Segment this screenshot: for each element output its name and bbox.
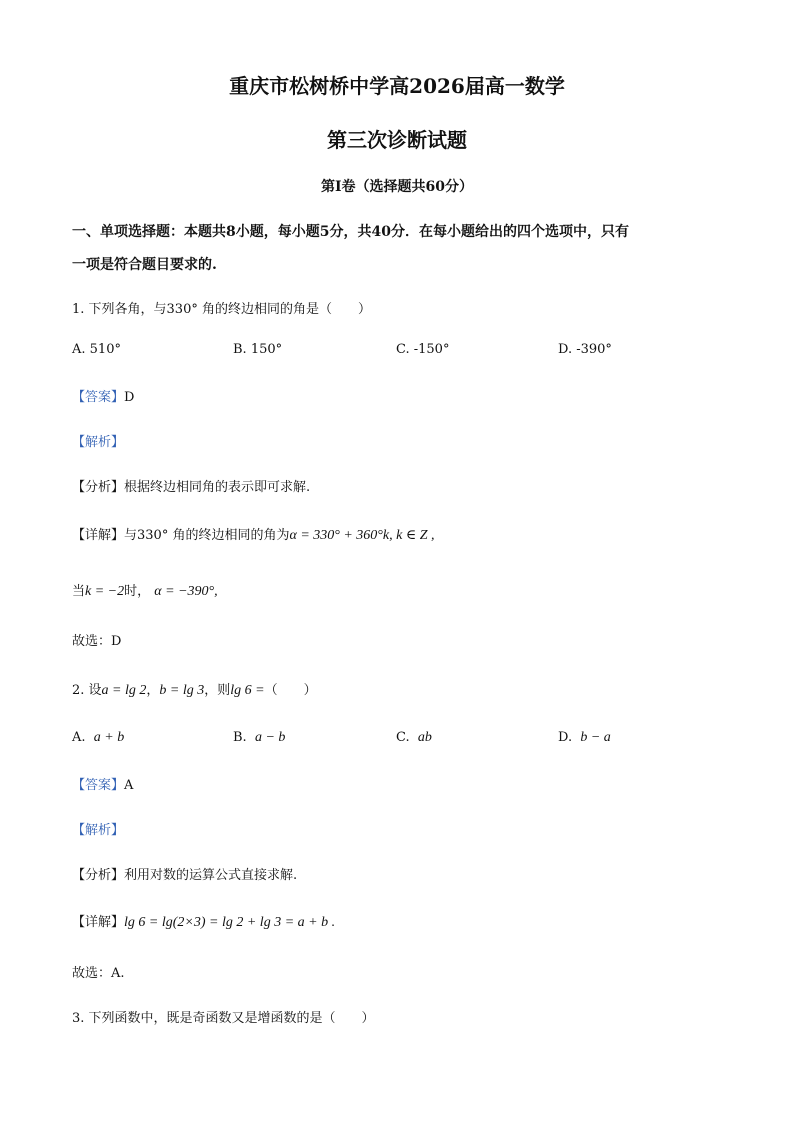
q2-option-a — [72, 730, 124, 746]
q2-stem-sep: ， — [146, 683, 160, 698]
option-letter: C. — [396, 730, 410, 745]
q2-option-c — [396, 730, 432, 746]
q1-answer-row — [72, 386, 134, 405]
q1-stem: 1. 下列各角，与330° 角的终边相同的角是（ ） — [72, 302, 371, 317]
q1-option-b: B. 150° — [233, 342, 283, 357]
q1-when-formula: k = −2 — [85, 584, 125, 599]
answer-tag: 【答案】 — [72, 390, 125, 405]
q3-stem: 3. 下列函数中，既是奇函数又是增函数的是（ ） — [72, 1011, 375, 1026]
q2-answer-row — [72, 774, 133, 793]
q2-stem-prefix: 2. 设 — [72, 683, 102, 698]
q1-when-text2: 时， — [124, 584, 151, 599]
option-letter: B. — [233, 730, 247, 745]
section-heading-line1: 一、单项选择题：本题共8小题，每小题5分，共40分．在每小题给出的四个选项中，只有 — [72, 224, 629, 240]
q2-detail-formula: lg 6 = lg(2×3) = lg 2 + lg 3 = a + b . — [124, 915, 336, 930]
q2-stem-suffix: （ ） — [264, 683, 317, 698]
option-letter: D. — [558, 730, 573, 745]
q2-option-b — [233, 730, 285, 746]
q1-when-row — [72, 580, 218, 600]
q1-conclusion: 故选：D — [72, 634, 122, 649]
q1-analysis-row — [72, 476, 310, 495]
q1-option-d: D. -390° — [558, 342, 612, 357]
q1-option-c: C. -150° — [396, 342, 450, 357]
q1-answer-value: D — [124, 390, 135, 405]
q2-detail-row — [72, 911, 335, 931]
option-formula: a − b — [254, 730, 286, 745]
q2-stem — [72, 679, 317, 699]
q1-result-formula: α = −390°, — [154, 584, 218, 599]
q1-analysis-text: 根据终边相同角的表示即可求解. — [124, 480, 311, 495]
analysis-tag: 【解析】 — [72, 823, 125, 838]
answer-tag: 【答案】 — [72, 778, 125, 793]
analysis-detail-tag: 【分析】 — [72, 868, 125, 883]
detail-tag: 【详解】 — [72, 915, 125, 930]
document-subtitle: 第三次诊断试题 — [327, 128, 467, 152]
q1-detail-formula: α = 330° + 360°k, k ∈ Z , — [289, 528, 435, 543]
q2-formula-lg6: lg 6 = — [230, 683, 265, 698]
q2-analysis-heading — [72, 819, 124, 838]
q1-when-text: 当 — [72, 584, 86, 599]
q2-option-d — [558, 730, 611, 746]
q1-analysis-heading — [72, 431, 124, 450]
q2-analysis-text: 利用对数的运算公式直接求解. — [124, 868, 298, 883]
q1-detail-text: 与330° 角的终边相同的角为 — [124, 528, 290, 543]
option-formula: b − a — [580, 730, 611, 745]
q2-formula-a: a = lg 2 — [101, 683, 147, 698]
q2-formula-b: b = lg 3 — [159, 683, 205, 698]
document-title: 重庆市松树桥中学高2026届高一数学 — [229, 74, 565, 98]
q1-detail-row — [72, 524, 435, 544]
analysis-tag: 【解析】 — [72, 435, 125, 450]
part-title: 第Ⅰ卷（选择题共60分） — [320, 179, 474, 195]
q2-analysis-row — [72, 864, 297, 883]
q2-stem-mid: ，则 — [204, 683, 231, 698]
option-letter: A. — [72, 730, 86, 745]
section-heading-line2: 一项是符合题目要求的. — [72, 257, 217, 273]
q2-answer-value: A — [124, 778, 134, 793]
q1-option-a: A. 510° — [72, 342, 121, 357]
detail-tag: 【详解】 — [72, 528, 125, 543]
analysis-detail-tag: 【分析】 — [72, 480, 125, 495]
q2-conclusion: 故选：A. — [72, 966, 125, 981]
option-formula: a + b — [93, 730, 125, 745]
option-formula: ab — [417, 730, 432, 745]
